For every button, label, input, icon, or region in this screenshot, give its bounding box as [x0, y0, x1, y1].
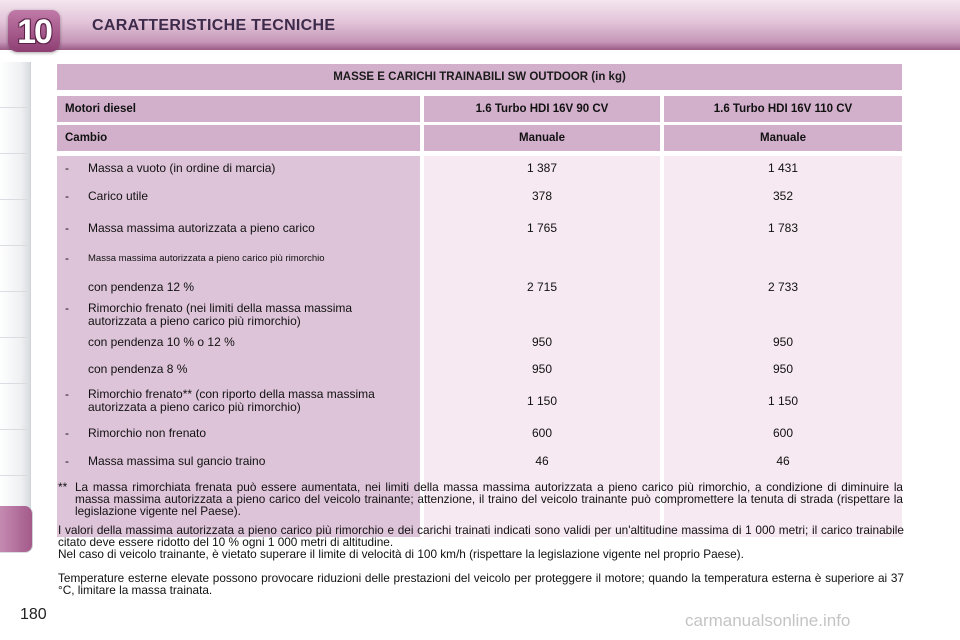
value-cell: 600	[531, 426, 553, 440]
value-cell: 950	[531, 335, 553, 349]
side-tab-strip	[0, 62, 34, 574]
side-tab-active[interactable]	[0, 506, 33, 553]
side-tab-4[interactable]	[0, 200, 31, 246]
table-title: MASSE E CARICHI TRAINABILI SW OUTDOOR (in kg)	[57, 64, 902, 90]
value-cell: 1 431	[767, 161, 799, 175]
side-tab-3[interactable]	[0, 154, 31, 200]
value-cell: 1 150	[767, 394, 799, 408]
value-cell: 1 150	[526, 394, 558, 408]
value-cell: 46	[776, 454, 790, 468]
gearbox-label: Cambio	[57, 125, 420, 151]
chapter-title: CARATTERISTICHE TECNICHE	[92, 17, 336, 34]
page-number: 180	[20, 606, 47, 623]
value-cell: 1 783	[767, 221, 799, 235]
value-cell: 950	[531, 362, 553, 376]
engine-label: Motori diesel	[57, 96, 420, 122]
paragraph-speed: Nel caso di veicolo trainante, è vietato superare il limite di velocità di 100 km/h (rispettare la legislazione vigente nel proprio Paese).	[58, 547, 744, 561]
paragraph-temperature: Temperature esterne elevate possono provocare riduzioni delle prestazioni del veicolo per proteggere il motore; quando la temperatura esterna è superiore ai 37 °C, limitare la massa trainata.	[58, 571, 904, 597]
engine-col2: 1.6 Turbo HDI 16V 110 CV	[664, 96, 902, 122]
footnote-mark: **	[58, 480, 68, 494]
value-cell: 1 765	[526, 221, 558, 235]
side-tab-8[interactable]	[0, 384, 31, 430]
header-stripe	[0, 42, 960, 50]
side-tab-5[interactable]	[0, 246, 31, 292]
value-cell: 600	[772, 426, 794, 440]
paragraph-altitude: I valori della massima autorizzata a pieno carico più rimorchio e dei carichi trainati indicati sono validi per un'altitudine massima di 1 000 metri; il carico trainabile citato deve essere ridotto del 10 % ogni 1 000 metri di altitudine.	[58, 523, 904, 549]
value-cell: 2 715	[526, 280, 558, 294]
label-column: - Massa a vuoto (in ordine di marcia) - Carico utile - Massa massima autorizzata a pieno carico - Massa massima autorizzata a pieno carico più rimorchio con pendenza 12 % - Rimorchio frenato (nei limiti della massa massima autorizzata a pieno carico più rimorchio) con pendenza 10 % o 12 % con pendenza 8 % - Rimorchio frenato** (con riporto della massa massima autorizzata a pieno carico più rimorchio) - Rimorchio non frenato - Massa massima sul gancio traino	[57, 156, 420, 537]
chapter-number: 10	[17, 13, 51, 51]
value-cell: 378	[531, 189, 553, 203]
value-cell: 950	[772, 335, 794, 349]
watermark: carmanualsonline.info	[685, 611, 851, 630]
value-cell: 1 387	[526, 161, 558, 175]
engine-col1: 1.6 Turbo HDI 16V 90 CV	[424, 96, 660, 122]
gearbox-col1: Manuale	[424, 125, 660, 151]
side-tab-9[interactable]	[0, 430, 31, 476]
value-cell: 2 733	[767, 280, 799, 294]
side-tab-7[interactable]	[0, 338, 31, 384]
value-cell: 352	[772, 189, 794, 203]
value-cell: 46	[535, 454, 549, 468]
gearbox-col2: Manuale	[664, 125, 902, 151]
side-tab-2[interactable]	[0, 108, 31, 154]
side-tab-1[interactable]	[0, 62, 31, 108]
footnote-text: La massa rimorchiata frenata può essere aumentata, nei limiti della massa massima autorizzata a pieno carico più rimorchio, a condizione di diminuire la massa massima autorizzata a pieno carico del veicolo trainante; attenzione, il traino del veicolo trainante può compromettere la tenuta di strada (rispettare la legislazione vigente nel Paese).	[75, 480, 903, 518]
side-tab-6[interactable]	[0, 292, 31, 338]
value-cell: 950	[772, 362, 794, 376]
